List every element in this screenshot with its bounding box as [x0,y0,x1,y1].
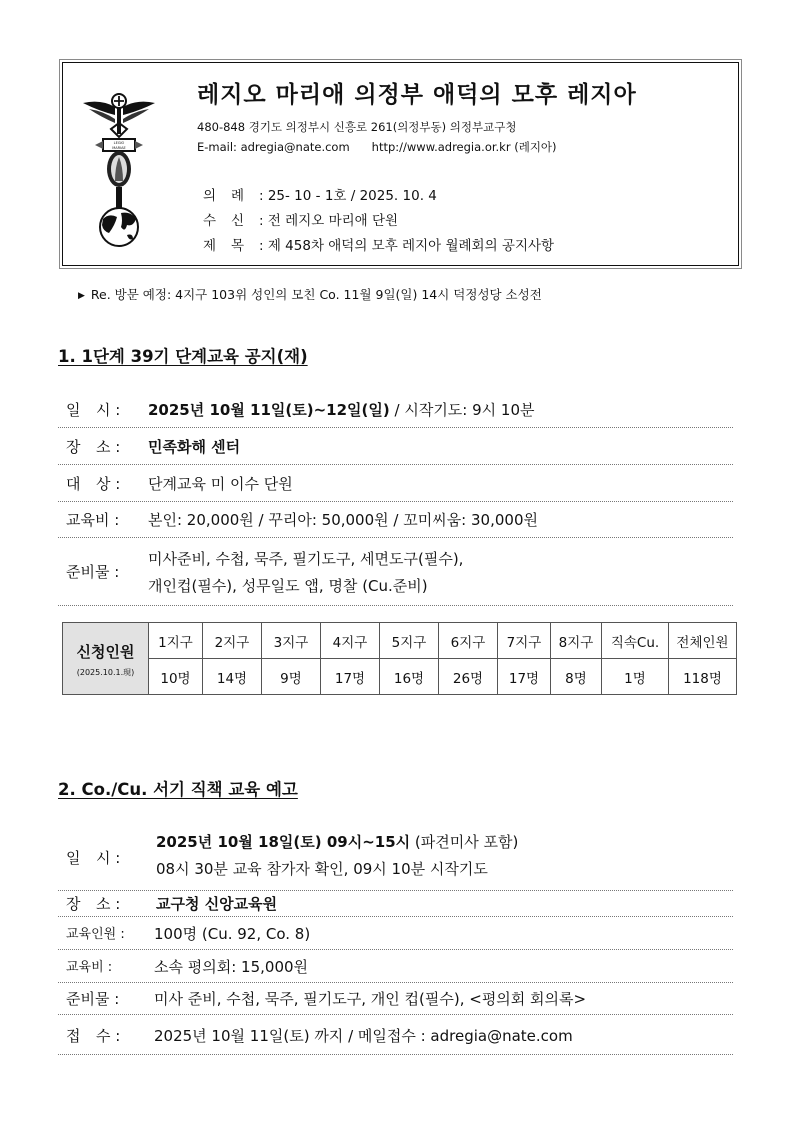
row-label [66,1025,126,1046]
value-line [156,829,518,856]
row-label: 준비물 : [66,990,120,1008]
table-row [63,659,737,695]
table-head-title: 신청인원 [76,643,135,661]
value-line: 미사준비, 수첩, 묵주, 필기도구, 세면도구(필수), [148,550,464,568]
value-bold: 2025년 10월 11일(토)~12일(일) [148,401,390,419]
section-1-title: 1. 1단계 39기 단계교육 공지(재) [58,347,308,366]
row-label: 교육비 : [66,960,113,975]
label-char: 장 [66,438,81,456]
info-row-location [58,891,733,917]
meta-label: 목 [231,238,245,254]
info-row-registration [58,1015,733,1055]
label-char: 장 [66,895,81,913]
table-cell: 17명 [498,659,551,695]
label-char: 접 [66,1027,81,1045]
value-line: 08시 30분 교육 참가자 확인, 09시 10분 시작기도 [156,860,488,878]
letterhead-box [59,59,742,269]
organization-title: 레지오 마리애 의정부 애덕의 모후 레지아 [197,82,637,108]
column-header: 3지구 [262,623,321,659]
table-cell: 9명 [262,659,321,695]
info-row-supplies [58,538,733,606]
info-row-datetime [58,825,733,891]
row-value [148,399,535,420]
svg-text:LEGIO: LEGIO [113,141,125,145]
row-value: 단계교육 미 이수 단원 [148,475,293,493]
row-value [156,829,518,883]
table-head-date: (2025.10.1.現) [76,668,135,677]
row-value [148,436,240,457]
triangle-bullet-icon: ▶ [78,291,85,301]
column-header: 5지구 [380,623,439,659]
email-address[interactable]: E-mail: adregia@nate.com [197,140,350,154]
row-value [156,893,277,914]
info-row-fee [58,502,733,538]
column-header: 4지구 [321,623,380,659]
label-char: 상 : [96,475,121,493]
section-2-title: 2. Co./Cu. 서기 직책 교육 예고 [58,780,298,799]
row-label: 준비물 : [66,563,120,581]
row-value: 미사 준비, 수첩, 묵주, 필기도구, 개인 컵(필수), <평의회 회의록> [154,990,587,1008]
table-row [63,623,737,659]
registration-count-table [62,622,737,695]
label-char: 소 : [96,895,121,913]
column-header: 7지구 [498,623,551,659]
table-cell: 17명 [321,659,380,695]
visit-notice [78,285,542,303]
value-bold: 교구청 신앙교육원 [156,895,278,913]
meta-label: 례 [231,188,245,204]
column-header: 직속Cu. [602,623,669,659]
postal-address: 480-848 경기도 의정부시 신흥로 261(의정부동) 의정부교구청 [197,120,517,134]
svg-text:MARIAE: MARIAE [112,146,126,150]
row-value: 본인: 20,000원 / 꾸리아: 50,000원 / 꼬미씨움: 30,000원 [148,511,538,529]
subject-value: : 제 458차 애덕의 모후 레지아 월례회의 공지사항 [259,238,555,254]
meta-label: 신 [231,213,245,229]
label-char: 시 : [96,849,121,867]
info-row-attendees [58,917,733,950]
label-char: 수 : [96,1027,121,1045]
value-line: 개인컵(필수), 성무일도 앱, 명찰 (Cu.준비) [148,577,428,595]
row-value: 2025년 10월 11일(토) 까지 / 메일접수 : adregia@nate.com [154,1027,573,1045]
info-row-datetime [58,393,733,428]
table-head-cell [63,623,149,695]
row-label [66,847,126,868]
table-cell: 8명 [551,659,602,695]
recipient-line [203,209,398,229]
letterhead-inner-border [62,62,739,266]
meta-label: 의 [203,188,217,204]
column-header: 1지구 [149,623,203,659]
row-label [66,473,126,494]
row-value [148,546,463,600]
column-header: 전체인원 [669,623,737,659]
row-label [66,436,126,457]
label-char: 대 [66,475,81,493]
info-row-target [58,465,733,502]
label-char: 일 [66,401,81,419]
subject-line [203,234,554,254]
row-value: 소속 평의회: 15,000원 [154,958,309,976]
column-header: 2지구 [203,623,262,659]
column-header: 8지구 [551,623,602,659]
table-cell: 26명 [439,659,498,695]
meta-label: 제 [203,238,217,254]
document-number-value: : 25- 10 - 1호 / 2025. 10. 4 [259,188,437,204]
recipient-value: : 전 레지오 마리애 단원 [259,213,399,229]
info-row-supplies [58,983,733,1015]
website-link[interactable]: http://www.adregia.or.kr (레지아) [371,140,557,154]
visit-notice-text: Re. 방문 예정: 4지구 103위 성인의 모친 Co. 11월 9일(일) 14시 덕정성당 소성전 [90,287,542,302]
meta-label: 수 [203,213,217,229]
row-label: 교육비 : [66,511,120,529]
legio-mariae-emblem-icon [81,77,157,249]
label-char: 일 [66,849,81,867]
value-bold: 2025년 10월 18일(토) 09시~15시 [156,833,411,851]
label-char: 시 : [96,401,121,419]
document-number-line [203,184,437,204]
value-text: / 시작기도: 9시 10분 [389,401,535,419]
row-label [66,399,126,420]
table-cell: 118명 [669,659,737,695]
row-label [66,893,126,914]
info-row-fee [58,950,733,983]
contact-line [197,139,557,155]
table-cell: 10명 [149,659,203,695]
value-text: (파견미사 포함) [410,833,519,851]
table-cell: 14명 [203,659,262,695]
value-bold: 민족화해 센터 [148,438,241,456]
column-header: 6지구 [439,623,498,659]
info-row-location [58,428,733,465]
table-cell: 1명 [602,659,669,695]
row-value: 100명 (Cu. 92, Co. 8) [154,925,311,943]
label-char: 소 : [96,438,121,456]
row-label: 교육인원 : [66,927,125,942]
table-cell: 16명 [380,659,439,695]
